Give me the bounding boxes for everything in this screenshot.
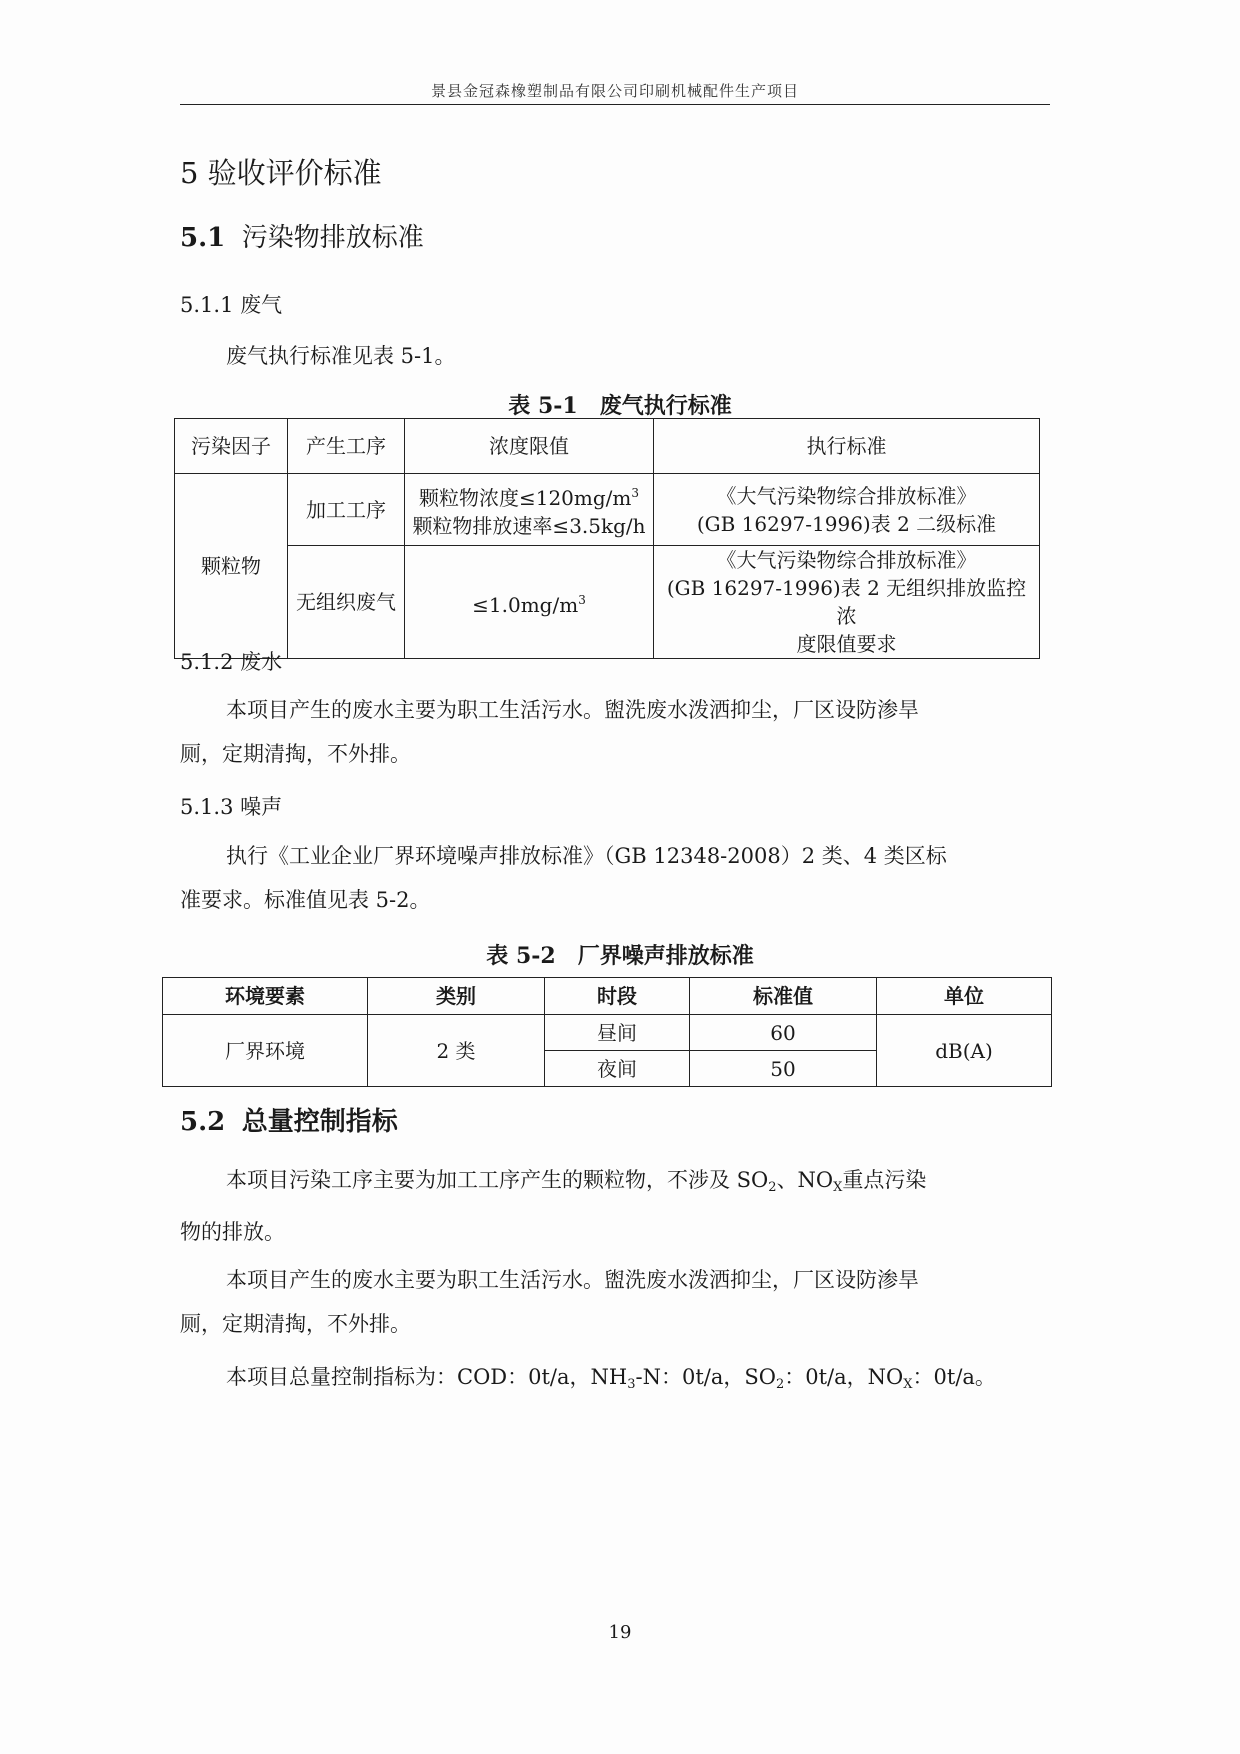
table-header: 环境要素 (163, 978, 368, 1015)
paragraph-text: -N：0t/a，SO (635, 1365, 776, 1389)
limit-line: 颗粒物排放速率≤3.5kg/h (412, 514, 646, 538)
table-row (175, 546, 1040, 659)
standard-line: (GB 16297-1996)表 2 无组织排放监控浓 (666, 576, 1027, 628)
table-5-1 (174, 418, 1040, 659)
table-row (175, 474, 1040, 546)
element-cell: 厂界环境 (163, 1015, 368, 1087)
pollutant-cell: 颗粒物 (175, 474, 288, 659)
paragraph-text: 重点污染 (842, 1168, 927, 1192)
limit-cell (405, 474, 654, 546)
table-header: 时段 (545, 978, 690, 1015)
paragraph-text: 本项目污染工序主要为加工工序产生的颗粒物，不涉及 SO (226, 1168, 769, 1192)
process-cell: 加工工序 (288, 474, 405, 546)
subscript: X (833, 1180, 843, 1195)
subscript: X (903, 1377, 913, 1392)
value-cell: 50 (690, 1051, 877, 1087)
unit-cell: dB(A) (877, 1015, 1052, 1087)
table-header: 单位 (877, 978, 1052, 1015)
table-row (163, 1015, 1052, 1051)
waste-gas-intro (180, 334, 1050, 378)
table-row (163, 978, 1052, 1015)
table-header: 执行标准 (654, 419, 1040, 474)
paragraph-line: 准要求。标准值见表 5-2。 (180, 888, 431, 912)
superscript: 3 (578, 592, 586, 607)
standard-line: 度限值要求 (796, 632, 897, 656)
period-cell: 昼间 (545, 1015, 690, 1051)
total-control-paragraph-2 (180, 1258, 1050, 1346)
noise-paragraph (180, 834, 1050, 922)
section-5-1-text: 污染物排放标准 (241, 223, 424, 253)
standard-cell (654, 474, 1040, 546)
paragraph-line: 本项目产生的废水主要为职工生活污水。盥洗废水泼洒抑尘，厂区设防渗旱 (226, 1268, 919, 1292)
table-header: 类别 (368, 978, 545, 1015)
table-header: 浓度限值 (405, 419, 654, 474)
paragraph-line: 执行《工业企业厂界环境噪声排放标准》（GB 12348-2008）2 类、4 类区标 (226, 844, 947, 868)
table-5-2 (162, 977, 1052, 1087)
table-5-1-caption: 表 5-1 废气执行标准 (508, 393, 732, 419)
subscript: 2 (775, 1377, 785, 1392)
waste-gas-intro-text: 废气执行标准见表 5-1。 (226, 344, 456, 368)
limit-line: ≤1.0mg/m (472, 592, 579, 617)
section-5-2-number: 5.2 (180, 1107, 226, 1137)
section-5-1-2-title: 5.1.2 废水 (180, 650, 283, 674)
paragraph-line: 厕，定期清掏，不外排。 (180, 1312, 411, 1336)
standard-line: 《大气污染物综合排放标准》 (716, 548, 977, 572)
page-header: 景县金冠森橡塑制品有限公司印刷机械配件生产项目 (430, 82, 799, 100)
table-header: 标准值 (690, 978, 877, 1015)
section-5-1-number: 5.1 (180, 223, 226, 253)
header-rule (180, 104, 1050, 105)
paragraph-text: 、NO (776, 1168, 834, 1192)
subscript: 2 (768, 1180, 777, 1195)
waste-water-paragraph (180, 688, 1050, 776)
paragraph-line: 物的排放。 (180, 1220, 285, 1244)
section-5-2-text: 总量控制指标 (241, 1107, 398, 1137)
section-5-2-title (180, 1106, 398, 1138)
paragraph-line: 本项目产生的废水主要为职工生活污水。盥洗废水泼洒抑尘，厂区设防渗旱 (226, 698, 919, 722)
limit-line: 颗粒物浓度≤120mg/m (418, 486, 632, 510)
standard-cell (654, 546, 1040, 659)
table-5-2-caption: 表 5-2 厂界噪声排放标准 (486, 943, 754, 969)
section-5-1-title (180, 222, 424, 254)
superscript: 3 (631, 486, 640, 500)
category-cell: 2 类 (368, 1015, 545, 1087)
paragraph-text: ：0t/a。 (912, 1365, 996, 1389)
process-cell: 无组织废气 (288, 546, 405, 659)
section-5-1-1-title: 5.1.1 废气 (180, 293, 283, 317)
period-cell: 夜间 (545, 1051, 690, 1087)
section-5-title: 5 验收评价标准 (180, 156, 382, 190)
paragraph-line: 厕，定期清掏，不外排。 (180, 742, 411, 766)
table-row (175, 419, 1040, 474)
total-control-paragraph-1 (180, 1158, 1050, 1254)
paragraph-text: 本项目总量控制指标为：COD：0t/a，NH (226, 1365, 628, 1389)
paragraph-text: ：0t/a，NO (784, 1365, 904, 1389)
value-cell: 60 (690, 1015, 877, 1051)
page-number: 19 (608, 1622, 632, 1643)
total-control-paragraph-3 (180, 1355, 1050, 1407)
section-5-1-3-title: 5.1.3 噪声 (180, 795, 283, 819)
standard-line: 《大气污染物综合排放标准》 (716, 483, 977, 508)
table-header: 污染因子 (175, 419, 288, 474)
subscript: 3 (627, 1377, 636, 1392)
standard-line: (GB 16297-1996)表 2 二级标准 (696, 511, 997, 536)
limit-cell (405, 546, 654, 659)
table-header: 产生工序 (288, 419, 405, 474)
